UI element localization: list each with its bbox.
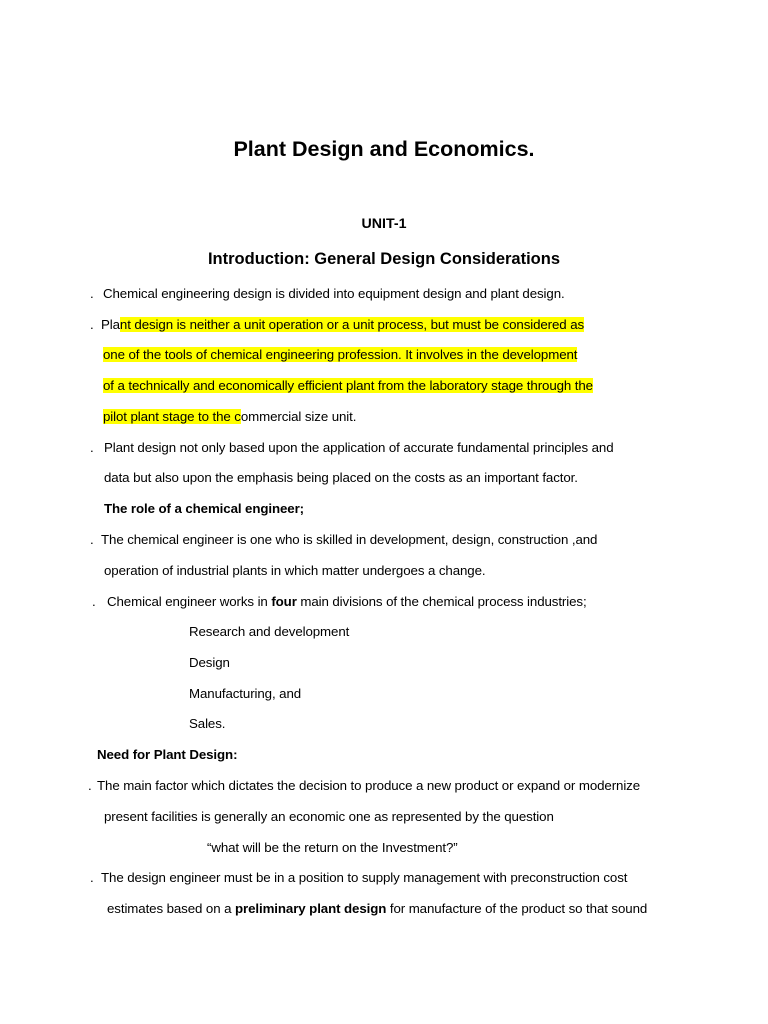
bullet: . [90, 317, 94, 332]
bullet: . [90, 532, 94, 547]
bold-text: four [271, 594, 297, 609]
list-item: Design [189, 655, 230, 670]
paragraph-line [101, 316, 584, 334]
quoted-question: “what will be the return on the Investment?” [207, 840, 458, 855]
highlighted-text: one of the tools of chemical engineering profession. It involves in the development [103, 347, 578, 362]
bullet: . [90, 286, 94, 301]
plain-text: estimates based on a [107, 901, 235, 916]
paragraph-line [103, 408, 356, 426]
bullet: . [90, 870, 94, 885]
subheading-role: The role of a chemical engineer; [104, 501, 305, 516]
list-item: Manufacturing, and [189, 686, 302, 701]
paragraph-line: present facilities is generally an economic one as represented by the question [104, 809, 554, 824]
plain-text: ommercial size unit. [240, 409, 357, 424]
paragraph-line: Plant design not only based upon the application of accurate fundamental principles and [104, 440, 614, 455]
subheading-need: Need for Plant Design: [97, 747, 238, 762]
plain-text: for manufacture of the product so that sound [386, 901, 648, 916]
section-heading: Introduction: General Design Considerations [207, 250, 561, 268]
unit-heading: UNIT-1 [361, 216, 407, 232]
highlighted-text: of a technically and economically efficient plant from the laboratory stage through the [103, 378, 593, 393]
plain-text: Chemical engineer works in [107, 594, 272, 609]
bullet: . [88, 778, 92, 793]
paragraph-line: The chemical engineer is one who is skilled in development, design, construction ,and [101, 532, 598, 547]
list-item: Research and development [189, 624, 350, 639]
paragraph-line [103, 377, 593, 395]
plain-text: Pla [101, 317, 120, 332]
paragraph-line [103, 346, 577, 364]
plain-text: main divisions of the chemical process industries; [296, 594, 587, 609]
bullet: . [90, 440, 94, 455]
paragraph-line [107, 593, 587, 611]
highlighted-text: pilot plant stage to the c [103, 409, 241, 424]
bullet: . [92, 594, 96, 609]
paragraph-line [107, 900, 647, 918]
paragraph-line: data but also upon the emphasis being placed on the costs as an important factor. [104, 470, 578, 485]
highlighted-text: nt design is neither a unit operation or a unit process, but must be considered as [119, 317, 585, 332]
bold-text: preliminary plant design [235, 901, 387, 916]
paragraph-line: The design engineer must be in a position to supply management with preconstruction cost [101, 870, 628, 885]
paragraph-line: The main factor which dictates the decision to produce a new product or expand or modernize [97, 778, 641, 793]
paragraph-line: operation of industrial plants in which matter undergoes a change. [104, 563, 486, 578]
paragraph-line: Chemical engineering design is divided into equipment design and plant design. [103, 286, 565, 301]
document-title: Plant Design and Economics. [233, 137, 535, 161]
list-item: Sales. [189, 716, 226, 731]
